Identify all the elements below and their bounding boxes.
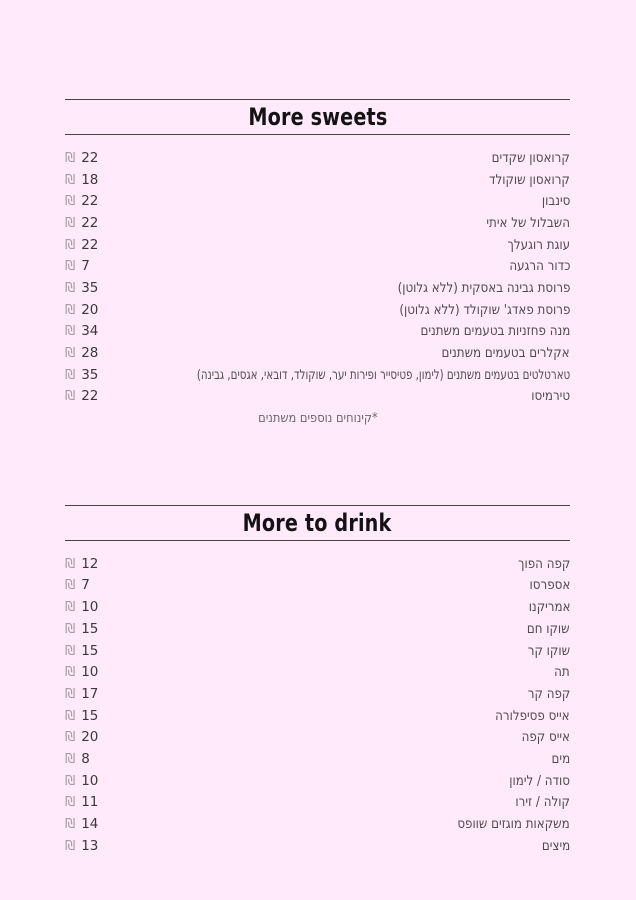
menu-item-row [65,726,570,748]
menu-item-price [65,172,98,188]
menu-item-row [65,705,570,727]
shekel-currency-symbol: ₪ [65,556,76,572]
price-amount: 18 [81,171,99,188]
menu-item-row [65,618,570,640]
menu-item-price [65,577,90,593]
section-header [65,505,570,541]
shekel-currency-symbol: ₪ [65,215,76,231]
menu-item-row [65,255,570,277]
menu-item-name: אקלרים בטעמים משתנים [441,345,570,362]
shekel-currency-symbol: ₪ [65,665,76,681]
shekel-currency-symbol: ₪ [65,280,76,296]
menu-item-name: שוקו קר [527,642,570,659]
menu-item-name: מנה פחזניות בטעמים משתנים [420,323,570,340]
menu-item-price [65,686,98,702]
shekel-currency-symbol: ₪ [65,600,76,616]
shekel-currency-symbol: ₪ [65,795,76,811]
menu-item-price [65,323,98,339]
menu-item-row [65,835,570,857]
price-amount: 35 [81,366,99,383]
menu-item-price [65,838,98,854]
shekel-currency-symbol: ₪ [65,730,76,746]
shekel-currency-symbol: ₪ [65,346,76,362]
price-amount: 11 [81,794,99,811]
menu-item-row [65,640,570,662]
menu-item-name: קרואסון שקדים [491,149,570,166]
menu-item-price [65,751,90,767]
menu-item-name: אייס קפה [521,729,570,746]
menu-item-name: קפה קר [527,685,570,702]
shekel-currency-symbol: ₪ [65,150,76,166]
menu-item-name: שוקו חם [527,620,570,637]
shekel-currency-symbol: ₪ [65,367,76,383]
menu-item-row [65,553,570,575]
menu-item-price [65,280,98,296]
price-amount: 13 [81,837,99,854]
shekel-currency-symbol: ₪ [65,686,76,702]
menu-item-price [65,302,98,318]
price-amount: 22 [81,193,99,210]
menu-item-row [65,575,570,597]
menu-footnote [65,407,570,429]
price-amount: 14 [81,816,99,833]
price-amount: 10 [81,772,99,789]
menu-item-price [65,150,98,166]
shekel-currency-symbol: ₪ [65,643,76,659]
price-amount: 7 [81,577,90,594]
price-amount: 7 [81,258,90,275]
shekel-currency-symbol: ₪ [65,751,76,767]
price-amount: 15 [81,707,99,724]
section-header [65,99,570,135]
menu-item-row [65,386,570,408]
menu-item-name: פרוסת פאדג' שוקולד (ללא גלוטן) [398,301,570,318]
menu-item-name: משקאות מוגזים שוופס [457,816,570,833]
menu-item-price [65,729,98,745]
menu-items-list [65,541,570,857]
shekel-currency-symbol: ₪ [65,194,76,210]
menu-item-price [65,773,98,789]
menu-item-price [65,708,98,724]
shekel-currency-symbol: ₪ [65,817,76,833]
menu-section-sweets [65,99,570,429]
menu-item-name: סינבון [541,193,570,210]
menu-item-row [65,364,570,386]
section-title: More sweets [247,103,388,131]
menu-item-name: תה [554,664,570,681]
menu-item-row [65,299,570,321]
shekel-currency-symbol: ₪ [65,324,76,340]
price-amount: 10 [81,599,99,616]
menu-item-row [65,321,570,343]
price-amount: 34 [81,323,99,340]
menu-item-price [65,664,98,680]
menu-item-price [65,258,90,274]
shekel-currency-symbol: ₪ [65,172,76,188]
menu-item-row [65,813,570,835]
menu-item-price [65,345,98,361]
price-amount: 22 [81,388,99,405]
shekel-currency-symbol: ₪ [65,259,76,275]
menu-item-name: אמריקנו [528,599,570,616]
shekel-currency-symbol: ₪ [65,578,76,594]
menu-item-price [65,388,98,404]
price-amount: 22 [81,214,99,231]
price-amount: 8 [81,750,90,767]
menu-item-price [65,643,98,659]
menu-item-row [65,234,570,256]
menu-item-price [65,193,98,209]
menu-item-price [65,621,98,637]
price-amount: 20 [81,301,99,318]
menu-item-name: קולה / זירו [515,794,570,811]
menu-item-name: אייס פסיפלורה [495,707,570,724]
menu-item-row [65,190,570,212]
menu-item-row [65,212,570,234]
menu-item-row [65,748,570,770]
menu-item-price [65,816,98,832]
shekel-currency-symbol: ₪ [65,237,76,253]
menu-footnote-text: *קינוחים נוספים משתנים [257,410,378,426]
menu-item-price [65,599,98,615]
menu-item-row [65,342,570,364]
menu-item-row [65,147,570,169]
menu-item-name: מים [551,750,570,767]
menu-item-name: אספרסו [529,577,570,594]
menu-item-price [65,794,98,810]
menu-item-name: קרואסון שוקולד [489,171,570,188]
shekel-currency-symbol: ₪ [65,838,76,854]
shekel-currency-symbol: ₪ [65,708,76,724]
menu-item-price [65,215,98,231]
menu-item-name: סודה / לימון [509,772,570,789]
menu-item-row [65,792,570,814]
menu-item-row [65,661,570,683]
section-title: More to drink [243,508,392,537]
menu-item-name: מיצים [541,837,570,854]
menu-section-drinks [65,505,570,857]
price-amount: 35 [81,279,99,296]
menu-item-price [65,237,98,253]
price-amount: 10 [81,664,99,681]
price-amount: 22 [81,149,99,166]
menu-item-row [65,596,570,618]
menu-item-name: קפה הפוך [517,555,570,572]
price-amount: 20 [81,729,99,746]
menu-item-row [65,683,570,705]
menu-item-row [65,277,570,299]
menu-item-price [65,367,98,383]
menu-item-row [65,169,570,191]
price-amount: 17 [81,685,99,702]
price-amount: 28 [81,345,99,362]
shekel-currency-symbol: ₪ [65,302,76,318]
shekel-currency-symbol: ₪ [65,773,76,789]
menu-item-name: טארטלטים בטעמים משתנים (לימון, פטיסייר ופירות יער, שוקולד, דובאי, אגסים, גבינה) [196,366,570,383]
price-amount: 15 [81,620,99,637]
menu-item-name: כדור הרגעה [508,258,570,275]
menu-item-price [65,556,98,572]
menu-item-name: פרוסת גבינה באסקית (ללא גלוטן) [397,279,570,296]
price-amount: 12 [81,555,99,572]
menu-item-name: עוגת רוגעלך [507,236,570,253]
price-amount: 15 [81,642,99,659]
menu-items-list [65,135,570,429]
shekel-currency-symbol: ₪ [65,389,76,405]
shekel-currency-symbol: ₪ [65,621,76,637]
price-amount: 22 [81,236,99,253]
menu-item-name: טירמיסו [531,388,570,405]
menu-item-row [65,770,570,792]
menu-item-name: השבלול של איתי [486,214,570,231]
